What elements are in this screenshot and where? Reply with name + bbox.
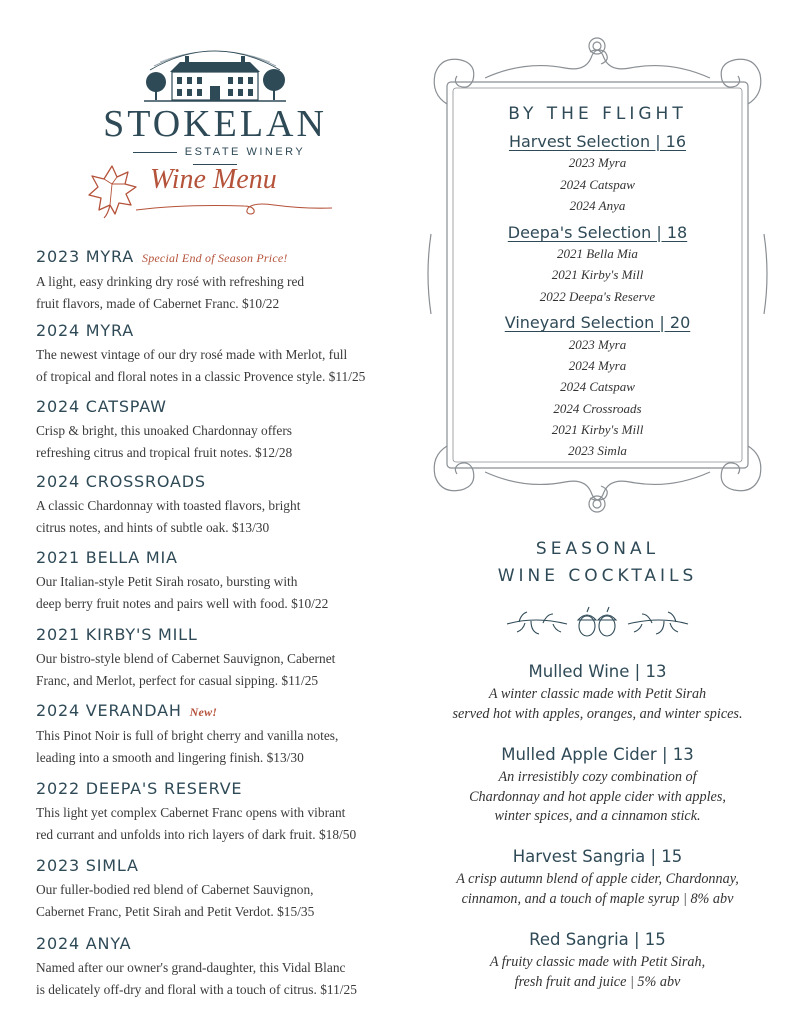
cocktail-name: Mulled Apple Cider | 13 [501, 745, 694, 764]
wine-description-line: The newest vintage of our dry rosé made with Merlot, full [36, 347, 348, 362]
cocktail-description-line: A crisp autumn blend of apple cider, Chardonnay, [456, 871, 739, 887]
brand-name: STOKELAN [103, 103, 327, 145]
flight-group-title: Deepa's Selection | 18 [507, 223, 688, 242]
wine-name: 2024 CROSSROADS [36, 472, 206, 491]
flight-item: 2021 Kirby's Mill [551, 267, 644, 282]
wine-entry [36, 933, 421, 1001]
flight-item: 2024 Anya [569, 198, 626, 213]
wine-entry [36, 471, 421, 539]
flight-item: 2024 Catspaw [560, 177, 635, 192]
wine-entry [36, 855, 421, 923]
flight-item: 2023 Myra [568, 155, 627, 170]
wine-name: 2024 CATSPAW [36, 397, 167, 416]
wine-name: 2023 SIMLA [36, 856, 139, 875]
menu-title: Wine Menu [150, 164, 277, 195]
flight-item: 2021 Bella Mia [557, 246, 638, 261]
wine-name: 2024 VERANDAH [36, 701, 182, 720]
wine-description-line: red currant and unfolds into rich layers of dark fruit. $18/50 [36, 827, 357, 842]
flight-item: 2024 Myra [568, 358, 627, 373]
cocktail-description [430, 685, 765, 724]
flight-item: 2022 Deepa's Reserve [539, 289, 656, 304]
grape-leaf-icon [86, 162, 138, 220]
acorn-ornament-icon [505, 604, 690, 640]
wine-description-line: Our fuller-bodied red blend of Cabernet Sauvignon, [36, 882, 314, 897]
flight-item: 2024 Catspaw [560, 379, 635, 394]
estate-building-icon [140, 40, 290, 106]
flight-group-title: Vineyard Selection | 20 [504, 313, 691, 332]
flight-item: 2023 Simla [568, 443, 627, 458]
wine-description-line: Cabernet Franc, Petit Sirah and Petit Verdot. $15/35 [36, 904, 315, 919]
wine-note: New! [189, 705, 218, 719]
cocktail-description [430, 768, 765, 827]
wine-description-line: fruit flavors, made of Cabernet Franc. $10/22 [36, 296, 280, 311]
wine-name: 2024 ANYA [36, 934, 132, 953]
wine-entry [36, 320, 421, 388]
flight-heading: BY THE FLIGHT [508, 104, 687, 124]
wine-note: Special End of Season Price! [142, 251, 288, 265]
wine-name: 2021 BELLA MIA [36, 548, 178, 567]
cocktail-description-line: Chardonnay and hot apple cider with apples, [469, 788, 726, 805]
decorative-swash [134, 196, 334, 218]
wine-description-line: refreshing citrus and tropical fruit notes. $12/28 [36, 445, 293, 460]
wine-entry [36, 396, 421, 464]
wine-description-line: Our Italian-style Petit Sirah rosato, bursting with [36, 574, 298, 589]
cocktails-heading [470, 536, 725, 590]
wine-description-line: Our bistro-style blend of Cabernet Sauvignon, Cabernet [36, 651, 336, 666]
cocktail-description-line: A fruity classic made with Petit Sirah, [489, 954, 706, 970]
wine-description-line: Franc, and Merlot, perfect for casual sipping. $11/25 [36, 673, 319, 688]
wine-entry [36, 246, 421, 315]
cocktail-description-line: winter spices, and a cinnamon stick. [494, 808, 701, 824]
wine-entry [36, 700, 421, 769]
wine-name: 2023 MYRA [36, 247, 134, 266]
wine-description-line: leading into a smooth and lingering finish. $13/30 [36, 750, 304, 765]
wine-description-line: deep berry fruit notes and pairs well with food. $10/22 [36, 596, 329, 611]
cocktails-heading-line: SEASONAL [535, 539, 660, 559]
cocktail-description [430, 870, 765, 909]
flight-item: 2023 Myra [568, 337, 627, 352]
cocktail-name: Harvest Sangria | 15 [512, 847, 683, 866]
wine-description-line: Crisp & bright, this unoaked Chardonnay offers [36, 423, 292, 438]
wine-name: 2024 MYRA [36, 321, 134, 340]
wine-name: 2022 DEEPA'S RESERVE [36, 779, 243, 798]
wine-entry [36, 624, 421, 692]
brand-subtitle-text: ESTATE WINERY [184, 146, 306, 158]
wine-description-line: of tropical and floral notes in a classic Provence style. $11/25 [36, 369, 366, 384]
flight-item: 2021 Kirby's Mill [551, 422, 644, 437]
wine-description-line: Named after our owner's grand-daughter, this Vidal Blanc [36, 960, 346, 975]
cocktail-name: Mulled Wine | 13 [528, 662, 667, 681]
wine-description-line: A classic Chardonnay with toasted flavors, bright [36, 498, 301, 513]
wine-description-line: citrus notes, and hints of subtle oak. $13/30 [36, 520, 270, 535]
cocktail-description-line: served hot with apples, oranges, and winter spices. [452, 705, 743, 722]
wine-description-line: is delicately off-dry and floral with a touch of citrus. $11/25 [36, 982, 357, 997]
cocktail-description-line: A winter classic made with Petit Sirah [488, 686, 707, 702]
cocktail-description-line: An irresistibly cozy combination of [498, 769, 697, 785]
wine-entry [36, 547, 421, 615]
cocktail-description-line: cinnamon, and a touch of maple syrup | 8% abv [461, 890, 734, 907]
divider [133, 152, 177, 153]
wine-description-line: This light yet complex Cabernet Franc opens with vibrant [36, 805, 346, 820]
wine-name: 2021 KIRBY'S MILL [36, 625, 198, 644]
wine-description-line: A light, easy drinking dry rosé with refreshing red [36, 274, 305, 289]
wine-description-line: This Pinot Noir is full of bright cherry and vanilla notes, [36, 728, 339, 743]
wine-entry [36, 778, 421, 846]
flight-item: 2024 Crossroads [553, 401, 642, 416]
cocktail-name: Red Sangria | 15 [529, 930, 666, 949]
cocktails-heading-line: WINE COCKTAILS [497, 566, 698, 586]
cocktail-description-line: fresh fruit and juice | 5% abv [514, 973, 681, 990]
flight-group-title: Harvest Selection | 16 [508, 132, 687, 151]
cocktail-description [430, 953, 765, 992]
